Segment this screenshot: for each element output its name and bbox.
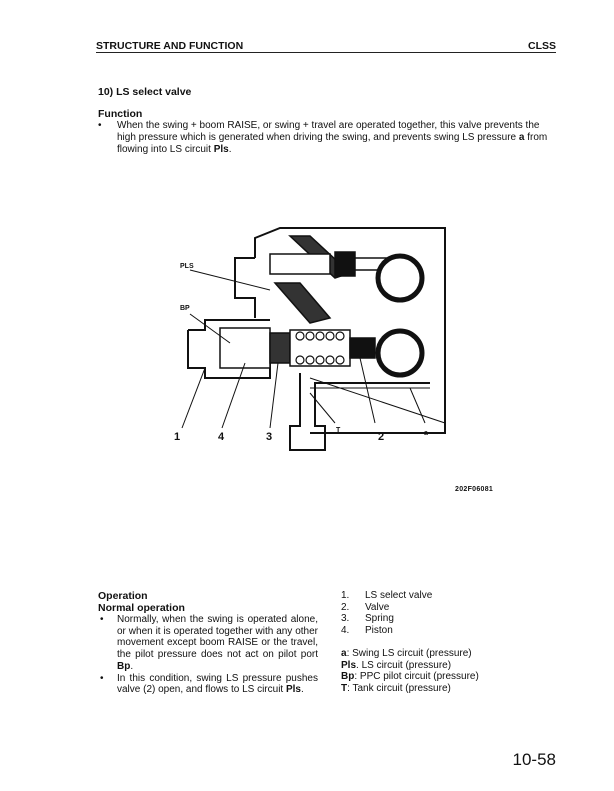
label-4: 4	[218, 431, 225, 443]
legend-code-text: : PPC pilot circuit (pressure)	[354, 671, 479, 683]
operation-heading: Operation	[98, 590, 148, 602]
function-text-b: from flowing into LS circuit	[117, 132, 548, 155]
normal-operation-heading: Normal operation	[98, 602, 185, 614]
bullet: •	[98, 120, 102, 131]
label-1: 1	[174, 431, 181, 443]
legend-text: Piston	[365, 625, 393, 637]
function-code-pls: Pls	[213, 144, 229, 155]
op-text-1-end: .	[130, 660, 134, 672]
label-t: T	[336, 427, 341, 434]
legend-code-text: : Swing LS circuit (pressure)	[346, 647, 472, 659]
label-3: 3	[266, 431, 273, 443]
page-number: 10-58	[512, 750, 556, 769]
op-text-2-end: .	[301, 684, 304, 696]
legend-code-key: T	[341, 682, 348, 694]
legend-text: LS select valve	[365, 590, 433, 601]
list-item	[98, 614, 318, 673]
operation-section	[98, 590, 318, 696]
running-header	[96, 40, 556, 52]
legend-num: 3.	[341, 613, 350, 625]
legend-item	[341, 613, 556, 625]
op-text-2: In this condition, swing LS pressure pushes valve (2) open, and flows to LS circuit	[117, 672, 318, 696]
legend-code-key: a	[341, 647, 347, 659]
legend-item	[341, 602, 556, 614]
ls-select-valve-diagram	[160, 218, 460, 458]
legend-text: Spring	[365, 613, 394, 625]
legend-code-text: . LS circuit (pressure)	[356, 659, 452, 671]
bullet: •	[100, 614, 104, 625]
header-rule	[96, 52, 556, 53]
function-text-a: When the swing + boom RAISE, or swing + travel are operated together, this valve prevents the high pressure which is generated when driving the swing, and prevents swing LS pressure	[117, 120, 540, 143]
parts-legend	[341, 590, 556, 695]
op-code-pls: Pls	[285, 684, 301, 696]
function-code-a: a	[518, 132, 525, 143]
figure-id: 202F06081	[455, 486, 494, 493]
label-2: 2	[378, 431, 385, 443]
legend-code	[341, 660, 556, 672]
label-bp: BP	[180, 305, 190, 312]
legend-code	[341, 683, 556, 695]
label-pls: PLS	[180, 263, 194, 270]
op-code-bp: Bp	[117, 660, 131, 672]
section-title: 10) LS select valve	[98, 86, 192, 98]
legend-item	[341, 625, 556, 637]
function-text-c: .	[228, 144, 232, 155]
header-section: STRUCTURE AND FUNCTION	[96, 40, 244, 52]
legend-text: Valve	[365, 601, 390, 613]
legend-item	[341, 590, 556, 602]
list-item	[98, 673, 318, 696]
op-text-1: Normally, when the swing is operated alone, or when it is operated together with any other movement except boom RAISE or the travel, the pilot pressure does not act on pilot port	[117, 614, 318, 661]
function-paragraph	[98, 120, 558, 156]
legend-num: 1.	[341, 590, 350, 601]
legend-code-text: : Tank circuit (pressure)	[347, 682, 451, 694]
legend-code	[341, 671, 556, 683]
header-chapter: CLSS	[527, 40, 556, 52]
label-a: a	[424, 430, 428, 437]
function-heading: Function	[98, 108, 143, 120]
legend-code-key: Bp	[341, 671, 355, 683]
legend-code	[341, 648, 556, 660]
legend-num: 4.	[341, 625, 350, 637]
legend-code-key: Pls	[341, 659, 357, 671]
bullet: •	[100, 672, 104, 684]
legend-num: 2.	[341, 601, 350, 613]
